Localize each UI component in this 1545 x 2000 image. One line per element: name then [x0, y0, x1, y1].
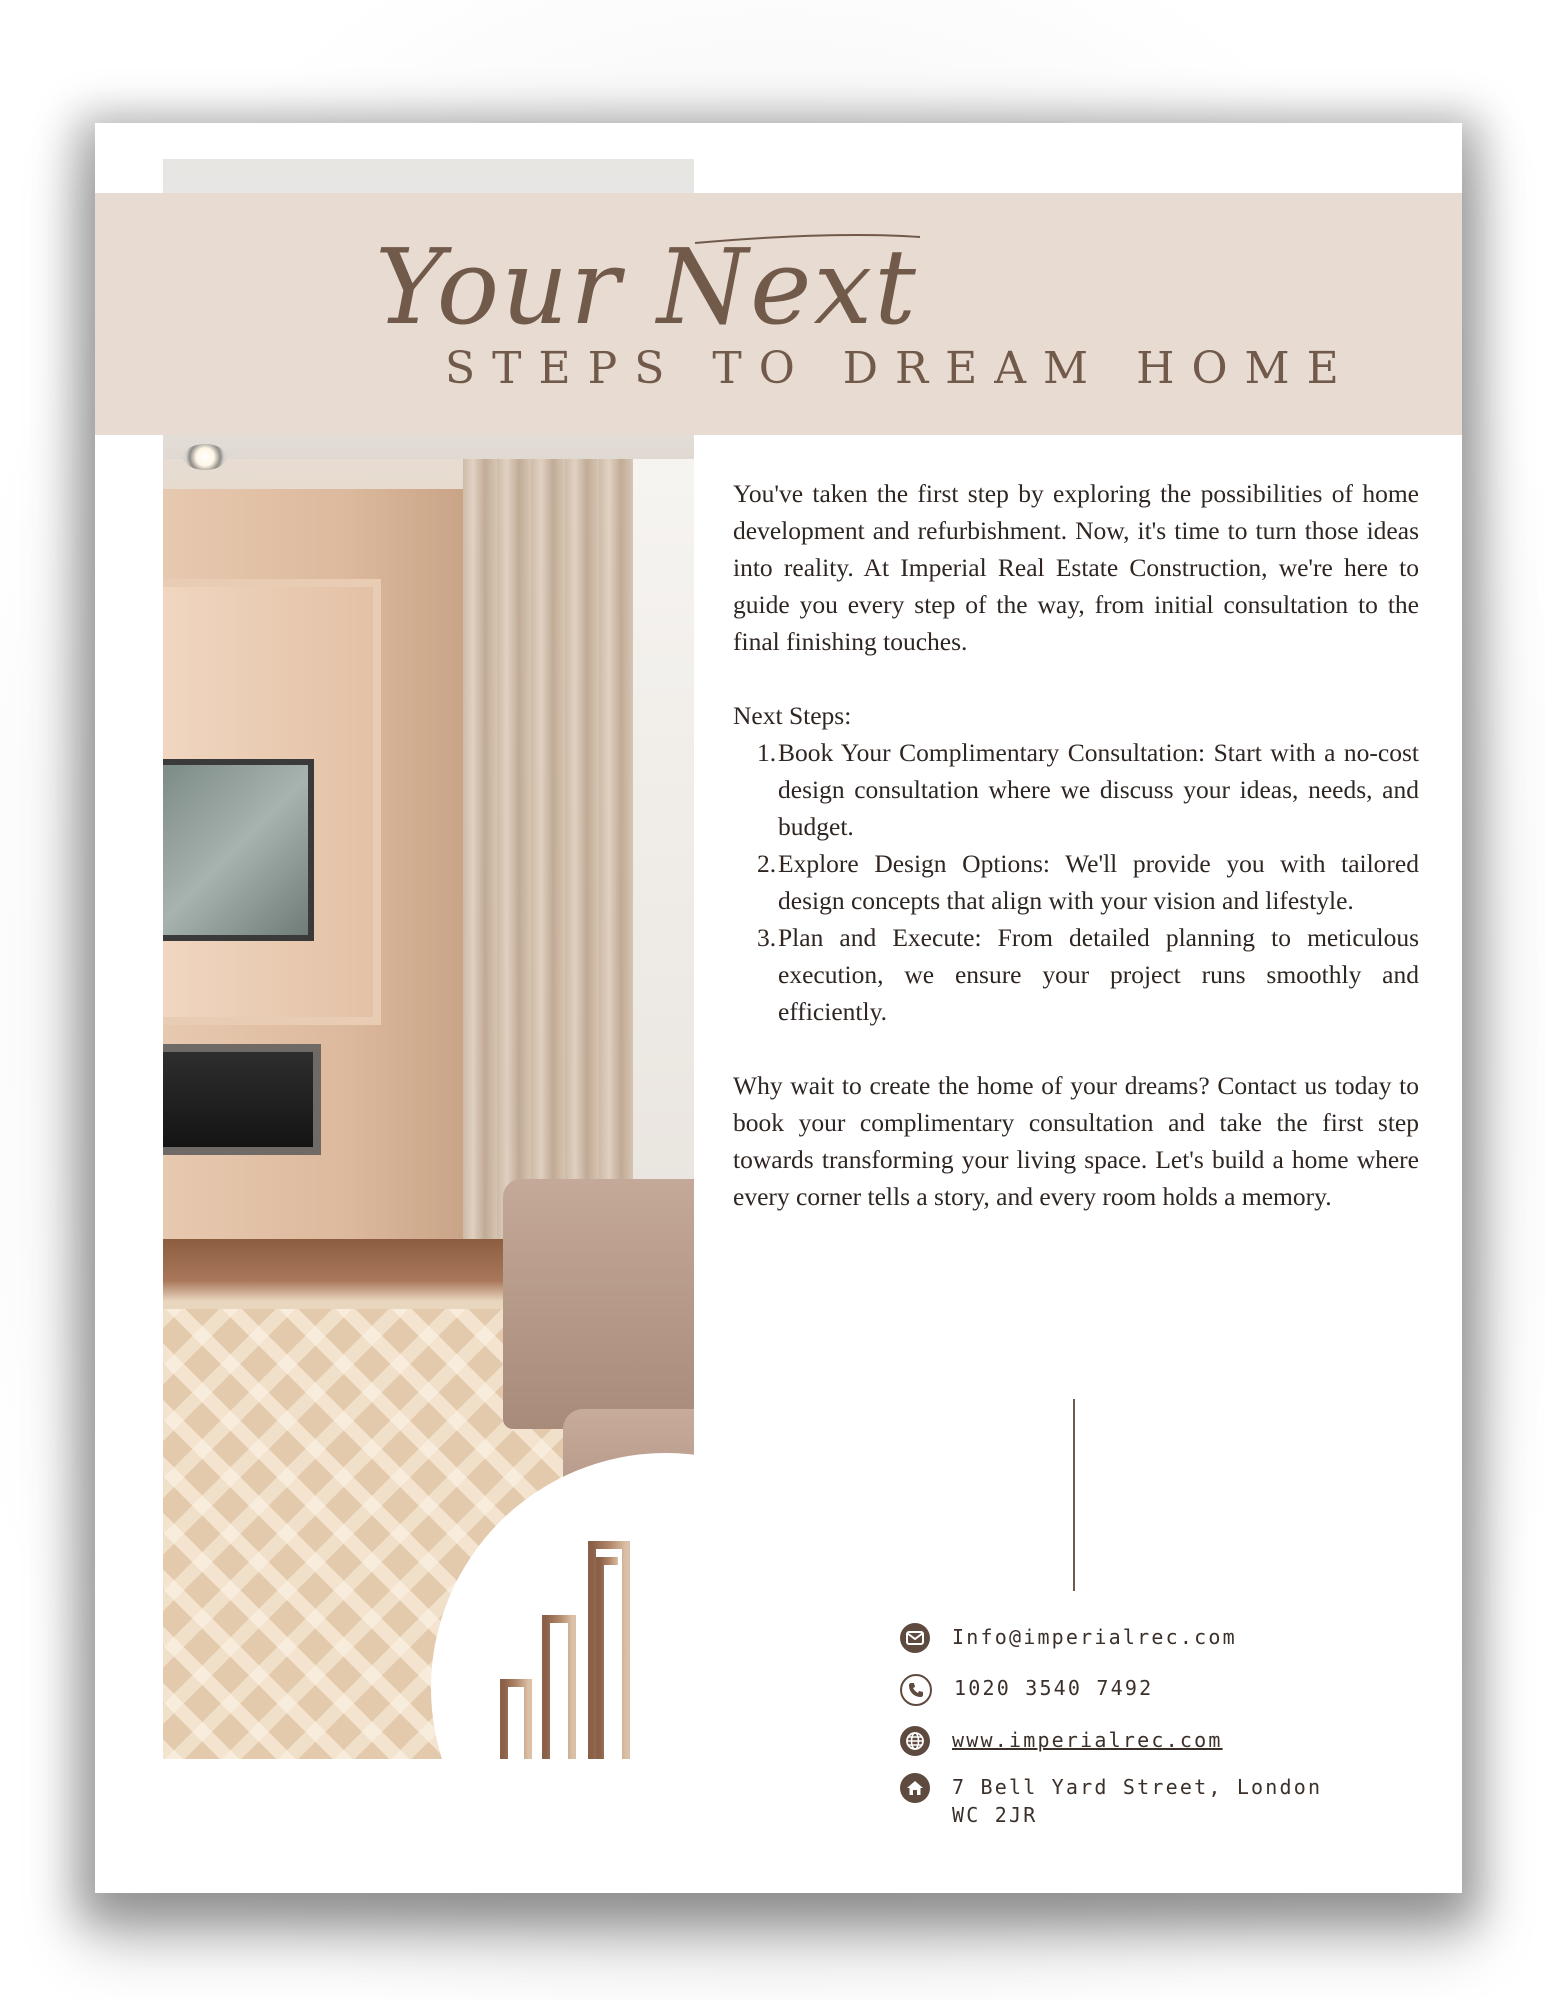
script-title: [365, 215, 925, 345]
list-item: 2. Explore Design Options: We'll provide you with tailored design concepts that align with your vision and lifestyle.: [757, 849, 1419, 915]
body-text: [733, 475, 1419, 1252]
globe-icon: [900, 1726, 930, 1756]
divider-line: [1073, 1399, 1075, 1591]
building-logo-icon: [500, 1533, 760, 1759]
flyer-page: [95, 123, 1462, 1893]
home-icon: [900, 1773, 930, 1803]
phone-icon: [900, 1674, 932, 1706]
svg-text:Your Next: Your Next: [375, 226, 918, 345]
closing-paragraph: Why wait to create the home of your dreams? Contact us today to book your complimentary consultation and take the first step towards transforming your living space. Let's build a home where every corner tells a story, and every room holds a memory.: [733, 1071, 1419, 1211]
contact-website[interactable]: www.imperialrec.com: [900, 1726, 1223, 1756]
contact-address: 7 Bell Yard Street, London WC 2JR: [900, 1773, 1322, 1829]
contact-email[interactable]: Info@imperialrec.com: [900, 1623, 1237, 1653]
page-subtitle: STEPS TO DREAM HOME: [445, 343, 1356, 394]
mail-icon: [900, 1623, 930, 1653]
intro-paragraph: You've taken the first step by exploring the possibilities of home development and refurbishment. Now, it's time to turn those ideas into reality. At Imperial Real Estate Construction, we're here to guide you every step of the way, from initial consultation to the final finishing touches.: [733, 479, 1419, 656]
contact-phone[interactable]: 1020 3540 7492: [900, 1674, 1153, 1706]
steps-list: [733, 734, 1419, 1030]
steps-heading: Next Steps:: [733, 701, 852, 730]
list-item: 1. Book Your Complimentary Consultation: Start with a no-cost design consultation where we discuss your ideas, needs, and budget.: [757, 738, 1419, 841]
list-item: 3. Plan and Execute: From detailed planning to meticulous execution, we ensure your project runs smoothly and efficiently.: [757, 923, 1419, 1026]
